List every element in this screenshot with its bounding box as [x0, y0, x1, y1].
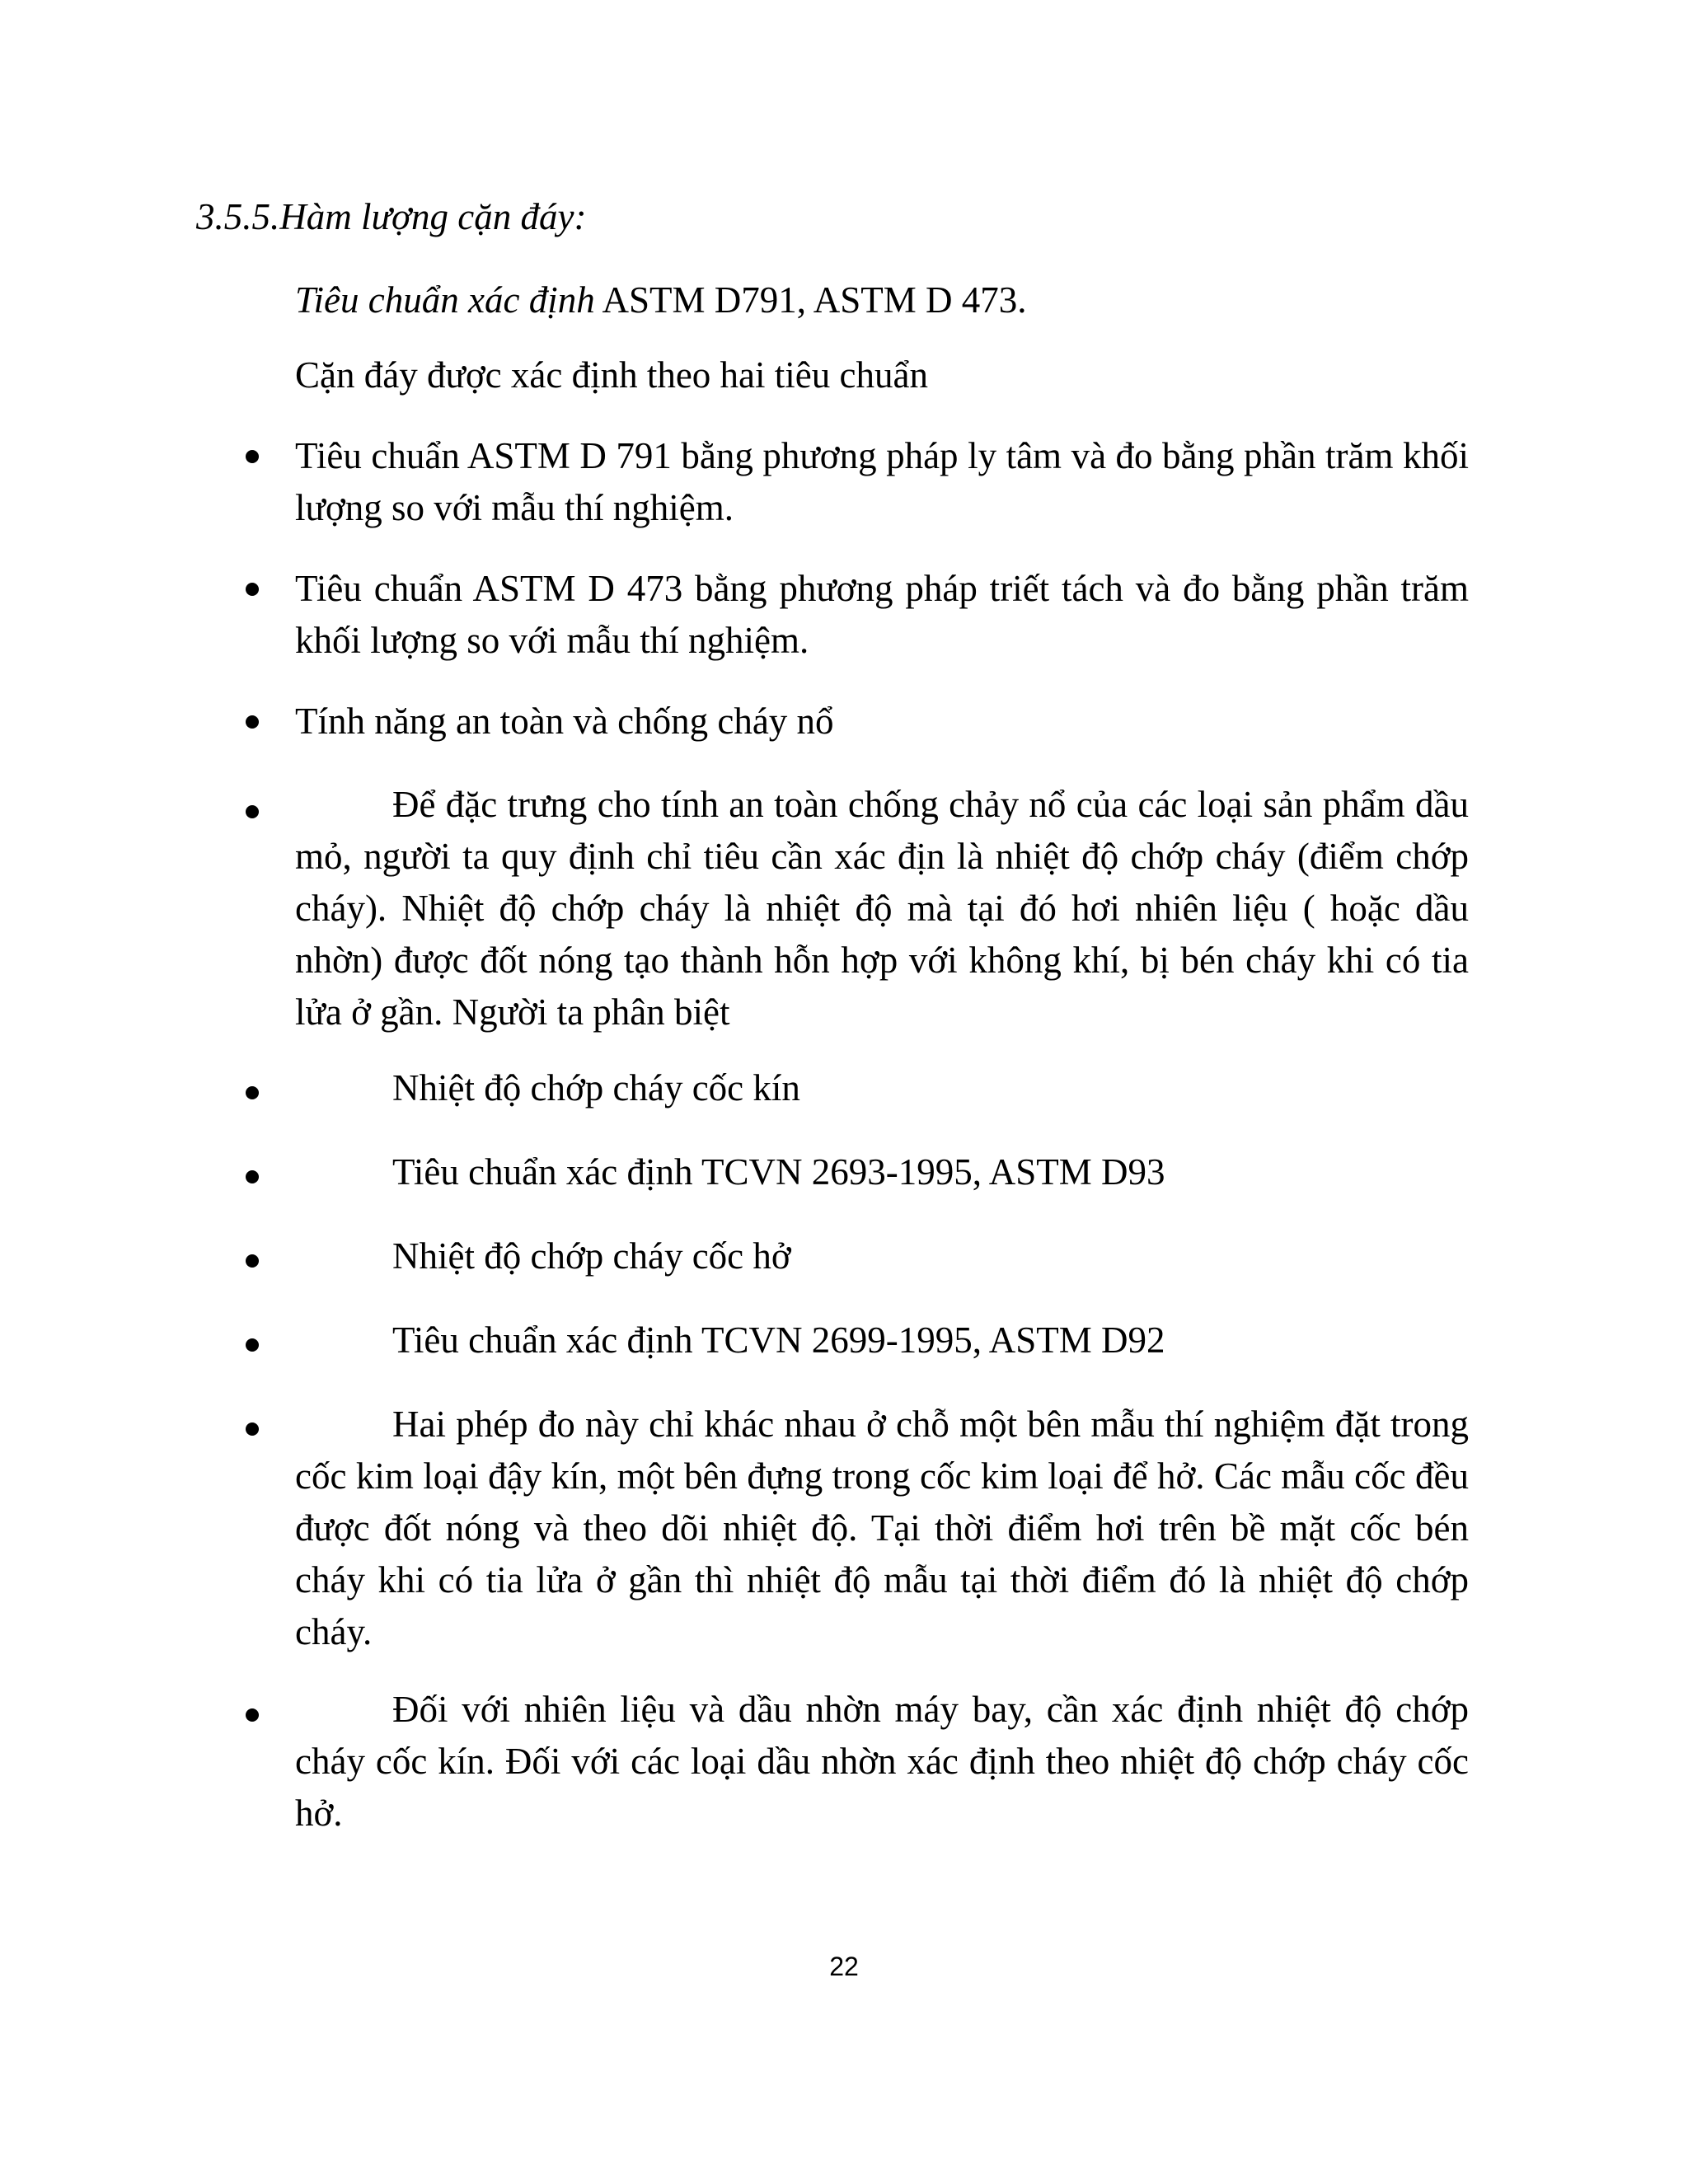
bullet-text: Tiêu chuẩn xác định TCVN 2693-1995, ASTM D93 [392, 1151, 1165, 1193]
bullet-dot [246, 450, 259, 463]
standard-value: ASTM D791, ASTM D 473. [594, 279, 1027, 321]
intro-text: Cặn đáy được xác định theo hai tiêu chuẩn [295, 354, 928, 396]
bullet-text: Nhiệt độ chớp cháy cốc hở [392, 1235, 791, 1277]
standard-label: Tiêu chuẩn xác định [295, 279, 595, 321]
bullet-text: Tiêu chuẩn ASTM D 473 bằng phương pháp triết tách và đo bằng phần trăm khối lượng so với mẫu thí nghiệm. [295, 568, 1469, 661]
bullet-dot [246, 1338, 259, 1352]
bullet-dot [246, 1254, 259, 1268]
bullet-dot [246, 583, 259, 596]
section-heading: 3.5.5.Hàm lượng cặn đáy: [196, 196, 587, 237]
bullet-text: Đối với nhiên liệu và dầu nhờn máy bay, cần xác định nhiệt độ chớp cháy cốc kín. Đối với các loại dầu nhờn xác định theo nhiệt độ chớp cháy cốc hở. [295, 1689, 1469, 1834]
bullet-dot [246, 1422, 259, 1436]
bullet-dot [246, 805, 259, 818]
bullet-text: Tiêu chuẩn ASTM D 791 bằng phương pháp ly tâm và đo bằng phần trăm khối lượng so với mẫu thí nghiệm. [295, 435, 1469, 528]
bullet-text: Nhiệt độ chớp cháy cốc kín [392, 1067, 800, 1108]
bullet-text: Tính năng an toàn và chống cháy nổ [295, 701, 834, 742]
bullet-dot [246, 715, 259, 729]
bullet-dot [246, 1170, 259, 1183]
page-number: 22 [829, 1952, 859, 1981]
bullet-text: Tiêu chuẩn xác định TCVN 2699-1995, ASTM D92 [392, 1319, 1165, 1361]
standard-line [295, 274, 1027, 326]
bullet-dot [246, 1708, 259, 1722]
bullet-text: Hai phép đo này chỉ khác nhau ở chỗ một bên mẫu thí nghiệm đặt trong cốc kim loại đậy kín, một bên đựng trong cốc kim loại để hở. Các mẫu cốc đều được đốt nóng và theo dõi nhiệt độ. Tại thời điểm hơi trên bề mặt cốc bén cháy khi có tia lửa ở gần thì nhiệt độ mẫu tại thời điểm đó là nhiệt độ chớp cháy. [295, 1404, 1469, 1652]
bullet-dot [246, 1086, 259, 1099]
bullet-text: Để đặc trưng cho tính an toàn chống chảy nổ của các loại sản phẩm dầu mỏ, người ta quy định chỉ tiêu cần xác địn là nhiệt độ chớp cháy (điểm chớp cháy). Nhiệt độ chớp cháy là nhiệt độ mà tại đó hơi nhiên liệu ( hoặc dầu nhờn) được đốt nóng tạo thành hỗn hợp với không khí, bị bén cháy khi có tia lửa ở gần. Người ta phân biệt [295, 784, 1469, 1033]
